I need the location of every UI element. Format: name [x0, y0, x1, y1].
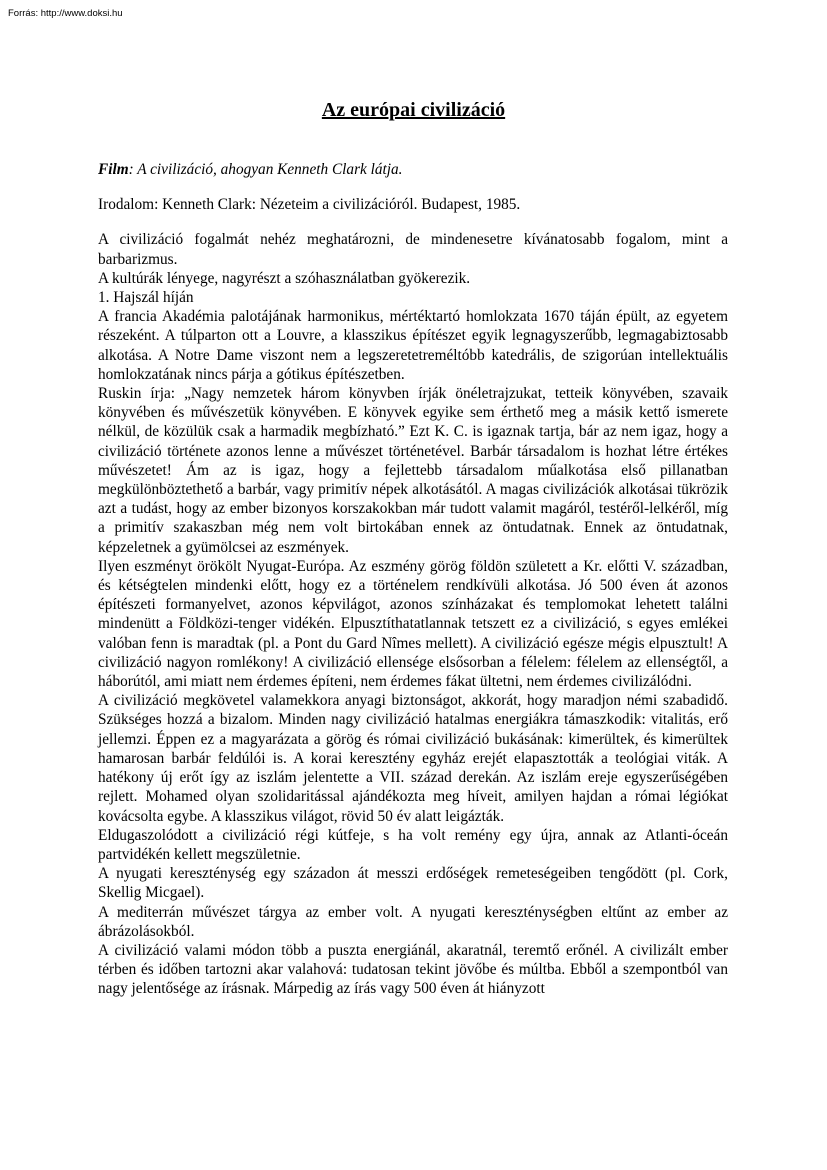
paragraph: Eldugaszolódott a civilizáció régi kútfeje, s ha volt remény egy újra, annak az Atlanti-óceán partvidékén kellett megszületnie. — [98, 826, 728, 863]
paragraph: A nyugati kereszténység egy századon át messzi erdőségek remeteségeiben tengődött (pl. Cork, Skellig Micgael). — [98, 865, 728, 902]
paragraph: A civilizáció valami módon több a puszta energiánál, akaratnál, teremtő erőnél. A civilizált ember térben és időben tartozni akar valahová: tudatosan tekint jövőbe és múltba. Ebből a szempontból van nagy jelentősége az írásnak. Márpedig az írás vagy 500 éven át hiányzott — [98, 941, 728, 998]
page-title: Az európai civilizáció — [321, 99, 506, 121]
film-label: Film — [98, 161, 129, 178]
source-note: Forrás: http://www.doksi.hu — [8, 8, 123, 19]
paragraph: A kultúrák lényege, nagyrészt a szóhasználatban gyökerezik. — [98, 269, 471, 287]
literature-reference: Irodalom: Kenneth Clark: Nézeteim a civilizációról. Budapest, 1985. — [98, 196, 521, 214]
film-reference — [98, 160, 728, 179]
paragraph: A civilizáció fogalmát nehéz meghatározni, de mindenesetre kívánatosabb fogalom, mint a barbarizmus. — [98, 231, 728, 268]
paragraph: A civilizáció megkövetel valamekkora anyagi biztonságot, akkorát, hogy maradjon némi szabadidő. Szükséges hozzá a bizalom. Minden nagy civilizáció hatalmas energiákra támaszkodik: vitalitás, erő jellemzi. Éppen ez a magyarázata a görög és római civilizáció bukásának: kimerültek, és kimerültek hamarosan barbár feldúlói is. A korai keresztény egyház erejét elapasztották a teológiai viták. A hatékony új erőt így az iszlám jelentette a VII. század derekán. Az iszlám ereje egyszerűségében rejlett. Mohamed olyan szolidaritással ajándékozta meg híveit, amilyen hajdan a római légiókat kovácsolta egybe. A klasszikus világot, rövid 50 év alatt leigázták. — [98, 692, 728, 825]
document-body — [98, 160, 728, 999]
paragraph: A francia Akadémia palotájának harmonikus, mértéktartó homlokzata 1670 táján épült, az egyetem részeként. A túlparton ott a Louvre, a klasszikus építészet egyik legnagyszerűbb, legmagabiztosabb alkotása. A Notre Dame viszont nem a legszeretetreméltóbb katedrális, de szigorúan intellektuális homlokzatának nincs párja a gótikus építészetben. — [98, 308, 728, 383]
film-text: : A civilizáció, ahogyan Kenneth Clark látja. — [128, 161, 403, 178]
paragraph: Ilyen eszményt örökölt Nyugat-Európa. Az eszmény görög földön született a Kr. előtti V. században, és kétségtelen mindenki előtt, hogy ez a történelem rendkívüli alkotása. Jó 500 éven át azonos építészeti formanyelvet, azonos képvilágot, azonos színházakat és templomokat lehetett találni mindenütt a Földközi-tenger vidékén. Elpusztíthatatlannak tetszett ez a civilizáció, s egyes emlékei valóban fenn is maradtak (pl. a Pont du Gard Nîmes mellett). A civilizáció egésze mégis elpusztult! A civilizáció nagyon romlékony! A civilizáció ellensége elsősorban a félelem: félelem az ellenségtől, a háborútól, ami miatt nem érdemes építeni, nem érdemes fákat ültetni, nem érdemes civilizálódni. — [98, 557, 728, 691]
paragraph: Ruskin írja: „Nagy nemzetek három könyvben írják önéletrajzukat, tetteik könyvében, szavaik könyvében és művészetük könyvében. E könyvek egyike sem érthető meg a másik kettő ismerete nélkül, de közülük csak a harmadik megbízható.” Ezt K. C. is igaznak tartja, bár az nem igaz, hogy a civilizáció története azonos lenne a művészet történetével. Barbár társadalom is hozhat létre értékes művészetet! Ám az is igaz, hogy a fejlettebb társadalom műalkotása első pillanatban megkülönböztethető a barbár, vagy primitív népek alkotásától. A magas civilizációk alkotásai tükrözik azt a tudást, hogy az ember bizonyos korszakokban már tudott valamit magáról, testéről-lelkéről, míg a primitív szakaszban még nem volt birtokában ennek az öntudatnak. Ennek az öntudatnak, képzeletnek a gyümölcsei az eszmények. — [98, 385, 728, 556]
section-heading: 1. Hajszál híján — [98, 289, 194, 307]
paragraph: A mediterrán művészet tárgya az ember volt. A nyugati kereszténységben eltűnt az ember az ábrázolásokból. — [98, 903, 728, 940]
